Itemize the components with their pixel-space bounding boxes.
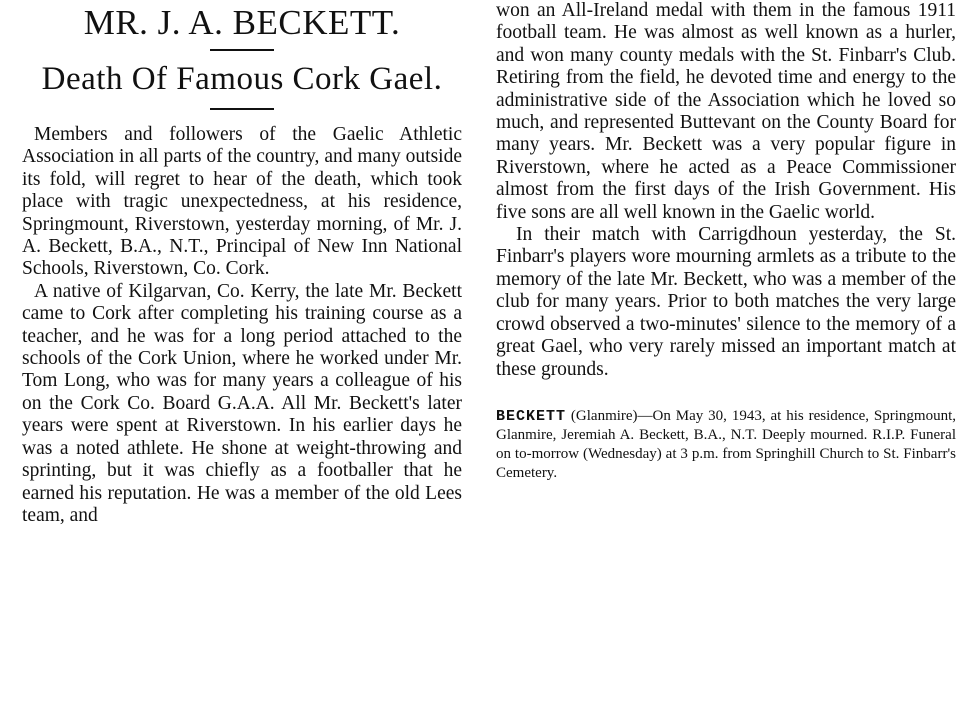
headline-rule xyxy=(210,49,274,51)
article-headline: MR. J. A. BECKETT. xyxy=(83,3,401,42)
article-subheadline: Death Of Famous Cork Gael. xyxy=(41,61,443,97)
article-paragraph-3: won an All-Ireland medal with them in the famous 1911 football team. He was almost as well known as a hurler, and won many county medals with the St. Finbarr's Club. Retiring from the field, he devoted time and energy to the administrative side of the Association which he loved so much, and represented Buttevant on the County Board for many years. Mr. Beckett was a very popular figure in Riverstown, where he acted as a Peace Commissioner almost from the first days of the Irish Government. His five sons are all well known in the Gaelic world. xyxy=(496,0,956,223)
subheadline-rule xyxy=(210,108,274,110)
article-paragraph-4: In their match with Carrigdhoun yesterday, the St. Finbarr's players wore mourning armlets as a tribute to the memory of the late Mr. Beckett, who was a member of the club for many years. Prior to both matches the very large crowd observed a two-minutes' silence to the memory of a great Gael, who very rarely missed an important match at these grounds. xyxy=(496,224,956,380)
left-column xyxy=(22,0,462,527)
article-paragraph-2: A native of Kilgarvan, Co. Kerry, the late Mr. Beckett came to Cork after completing his training course as a teacher, and he was for a long period attached to the schools of the Cork Union, where he worked under Mr. Tom Long, who was for many years a colleague of his on the Cork Co. Board G.A.A. All Mr. Beckett's later years were spent at Riverstown. In his earlier days he was a noted athlete. He shone at weight-throwing and sprinting, but it was chiefly as a footballer that he earned his reputation. He was a member of the old Lees team, and xyxy=(22,280,462,526)
death-notice-name: BECKETT xyxy=(496,407,567,425)
article-paragraph-1: Members and followers of the Gaelic Athletic Association in all parts of the country, and many outside its fold, will regret to hear of the death, which took place with tragic unexpectedness, at his residence, Springmount, Riverstown, yesterday morning, of Mr. J. A. Beckett, B.A., N.T., Principal of New Inn National Schools, Riverstown, Co. Cork. xyxy=(22,124,462,280)
death-notice-text: (Glanmire)—On May 30, 1943, at his residence, Springmount, Glanmire, Jeremiah A. Beckett, B.A., N.T. Deeply mourned. R.I.P. Funeral on to-morrow (Wednesday) at 3 p.m. from Springhill Church to St. Finbarr's Cemetery. xyxy=(496,407,956,481)
death-notice xyxy=(496,407,956,483)
right-column xyxy=(496,0,956,498)
